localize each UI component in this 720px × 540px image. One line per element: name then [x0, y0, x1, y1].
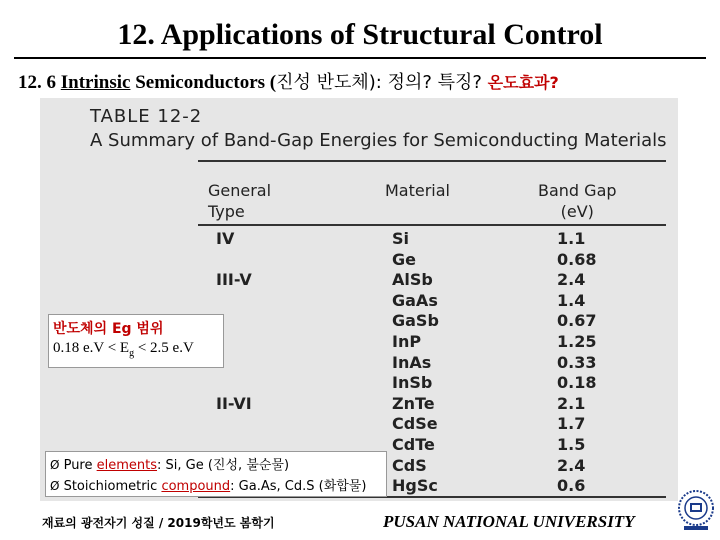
- eg-range-value: [53, 340, 219, 359]
- university-seal-icon: [676, 488, 716, 532]
- bullet-arrow-icon: Ø: [50, 458, 60, 472]
- row-material: HgSc: [392, 476, 438, 496]
- row-material: ZnTe: [392, 393, 435, 413]
- row-band-gap: 1.25: [557, 332, 597, 351]
- col-header-band-gap: Band Gap (eV): [538, 181, 617, 221]
- row-band-gap: 2.1: [557, 393, 586, 413]
- subtitle-korean: 진성 반도체): 정의? 특징?: [276, 72, 488, 93]
- eg-range-note: [48, 314, 224, 368]
- compound-line: [50, 476, 382, 497]
- elements-link[interactable]: elements: [96, 458, 158, 473]
- row-band-gap: 0.67: [557, 311, 597, 331]
- table-number: TABLE 12-2: [90, 106, 203, 127]
- subtitle-intrinsic: Intrinsic: [60, 72, 131, 93]
- pure-prefix: Pure: [59, 458, 97, 473]
- col-header-type: General Type: [208, 181, 272, 221]
- row-material: AlSb: [392, 270, 433, 290]
- course-footer: 재료의 광전자기 성질 / 2019학년도 봄학기: [42, 516, 275, 530]
- row-material: CdS: [392, 455, 427, 475]
- row-material: InSb: [392, 373, 433, 393]
- table-caption: A Summary of Band-Gap Energies for Semiconducting Materials: [90, 130, 667, 151]
- row-band-gap: 0.18: [557, 373, 597, 393]
- title-divider: [14, 57, 706, 59]
- subtitle-red-question: 온도효과?: [487, 73, 559, 92]
- compound-suffix: : Ga.As, Cd.S (화합물): [230, 479, 367, 494]
- table-header-rule: [198, 224, 666, 226]
- row-band-gap: 1.5: [557, 435, 586, 454]
- bullet-arrow-icon: Ø: [50, 479, 60, 493]
- row-material: CdSe: [392, 414, 438, 434]
- semiconductor-types-note: [45, 451, 387, 497]
- eg-range-upper: < 2.5 e.V: [134, 340, 194, 356]
- pure-suffix: : Si, Ge (진성, 불순물): [157, 458, 290, 473]
- row-band-gap: 2.4: [557, 270, 586, 290]
- row-type: II-VI: [216, 393, 252, 413]
- pure-elements-line: [50, 455, 382, 476]
- compound-prefix: Stoichiometric: [59, 479, 162, 494]
- row-type: III-V: [216, 270, 252, 290]
- university-footer: PUSAN NATIONAL UNIVERSITY: [383, 512, 635, 531]
- table-top-rule: [198, 160, 666, 162]
- row-band-gap: 0.33: [557, 352, 597, 372]
- row-material: GaAs: [392, 290, 438, 310]
- row-material: Ge: [392, 249, 416, 269]
- row-material: InAs: [392, 352, 432, 372]
- slide-subtitle: [18, 68, 559, 94]
- row-type: IV: [216, 229, 235, 248]
- row-band-gap: 0.6: [557, 476, 586, 496]
- row-band-gap: 1.4: [557, 290, 586, 310]
- subtitle-mid: Semiconductors (: [130, 72, 277, 93]
- slide-title: 12. Applications of Structural Control: [117, 18, 603, 51]
- row-material: GaSb: [392, 311, 439, 331]
- compound-link[interactable]: compound: [161, 479, 231, 494]
- row-band-gap: 2.4: [557, 455, 586, 475]
- row-material: Si: [392, 229, 410, 248]
- band-gap-table-image: [40, 98, 678, 501]
- row-band-gap: 1.7: [557, 414, 586, 434]
- row-band-gap: 0.68: [557, 249, 597, 269]
- eg-range-lower: 0.18 e.V < E: [53, 340, 130, 356]
- row-material: CdTe: [392, 435, 435, 454]
- eg-range-subscript: g: [129, 348, 135, 359]
- row-band-gap: 1.1: [557, 229, 586, 248]
- eg-range-label: 반도체의 Eg 범위: [53, 321, 164, 337]
- subtitle-prefix: 12. 6: [18, 72, 61, 93]
- row-material: InP: [392, 332, 422, 351]
- col-header-material: Material: [385, 181, 450, 200]
